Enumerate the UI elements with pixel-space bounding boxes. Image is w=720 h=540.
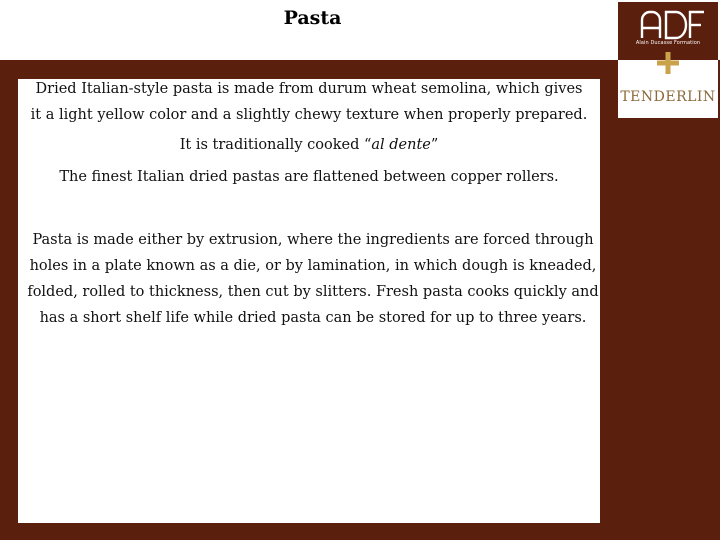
al-dente-prefix: It is traditionally cooked “ [179,137,372,153]
paragraph-extrusion: Pasta is made either by extrusion, where the ingredients are forced through holes in a plate known as a die, or by lamination, in which dough is kneaded, folded, rolled to thickness, then cut by slitters. Fresh pasta cooks quickly and has a short shelf life while dried pasta can be stored for up to three years. [27,232,599,326]
paragraph-durum-wheat: Dried Italian-style pasta is made from durum wheat semolina, which gives it a light yellow color and a slightly chewy texture when properly prepared. [30,81,588,123]
paragraph-al-dente [18,132,600,158]
adf-logo-subtitle: Alain Ducasse Formation [635,40,701,46]
al-dente-suffix: ” [430,137,439,153]
al-dente-term: al dente [371,137,431,153]
content-panel [18,79,600,523]
paragraph-copper-rollers: The finest Italian dried pastas are flattened between copper rollers. [59,169,559,185]
tenderlin-logo-text: TENDERLIN [620,89,716,105]
adf-logo-icon [638,8,708,42]
slide-title: Pasta [283,7,342,29]
plus-icon [657,52,679,74]
tenderlin-logo [618,60,718,118]
